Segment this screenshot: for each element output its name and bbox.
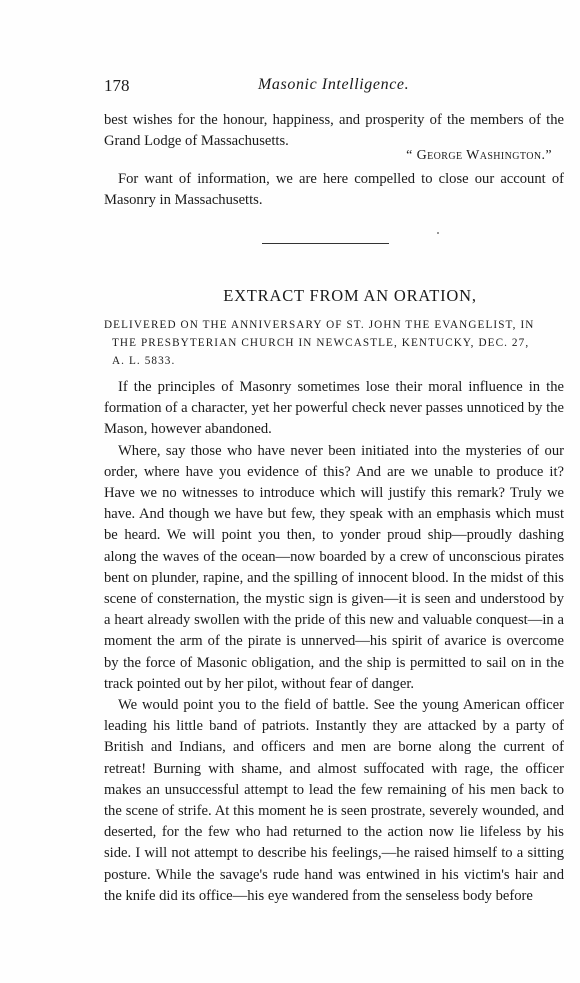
subtitle-line: THE PRESBYTERIAN CHURCH IN NEWCASTLE, KENTUCKY, DEC. 27,: [112, 337, 530, 349]
closing-line: best wishes for the honour, happiness, and prosperity of the members of the Grand Lodge of Massachusetts.: [104, 112, 564, 150]
article-subtitle: [104, 316, 564, 370]
page-number: 178: [104, 76, 130, 95]
body-paragraph: We would point you to the field of battle. See the young American officer leading his little band of patriots. Instantly they are attacked by a party of British and Indians, and officers and men are borne along the current of retreat! Burning with shame, and almost suffocated with rage, the officer makes an unsuccessful attempt to lead the few remaining of his men back to the scene of strife. At this moment he is seen prostrate, severely wounded, and deserted, for the few who had returned to the action now lie lifeless by his side. I will not attempt to describe his feelings,—he raised himself to a sitting posture. While the savage's rude hand was entwined in his victim's hair and the knife did its office—his eye wandered from the senseless body before: [104, 697, 564, 904]
running-title: Masonic Intelligence.: [258, 76, 410, 93]
article-body: [104, 377, 564, 907]
subtitle-line: A. L. 5833.: [112, 355, 176, 367]
closing-note: For want of information, we are here compelled to close our account of Masonry in Massachusetts.: [104, 171, 564, 209]
body-paragraph: If the principles of Masonry sometimes lose their moral influence in the formation of a character, yet her powerful check never passes unnoticed by the Mason, however abandoned.: [104, 379, 564, 438]
section-divider: [262, 243, 389, 244]
signature-text: “ George Washington.”: [406, 148, 552, 163]
article-title: EXTRACT FROM AN ORATION,: [223, 286, 477, 305]
ink-speck: [437, 232, 439, 234]
subtitle-line: DELIVERED ON THE ANNIVERSARY OF ST. JOHN THE EVANGELIST, IN: [104, 319, 535, 331]
page-header: [104, 76, 564, 98]
closing-note-block: [104, 169, 564, 211]
signature: [104, 147, 552, 164]
body-paragraph: Where, say those who have never been initiated into the mysteries of our order, where have you evidence of this? And are we unable to produce it? Have we no witnesses to introduce which will justify this remark? Truly we have. And though we have but few, they speak with an emphasis which must be heard. We will point you then, to yonder proud ship—proudly dashing along the waves of the ocean—now boarded by a crew of unconscious pirates bent on plunder, rapine, and the spilling of innocent blood. In the midst of this scene of consternation, the mystic sign is given—it is seen and understood by a heart already swollen with the pride of this new and valuable conquest—in a moment the arm of the pirate is unnerved—his spirit of avarice is overcome by the force of Masonic obligation, and the ship is permitted to sail on in the track pointed out by her pilot, without fear of danger.: [104, 442, 564, 692]
